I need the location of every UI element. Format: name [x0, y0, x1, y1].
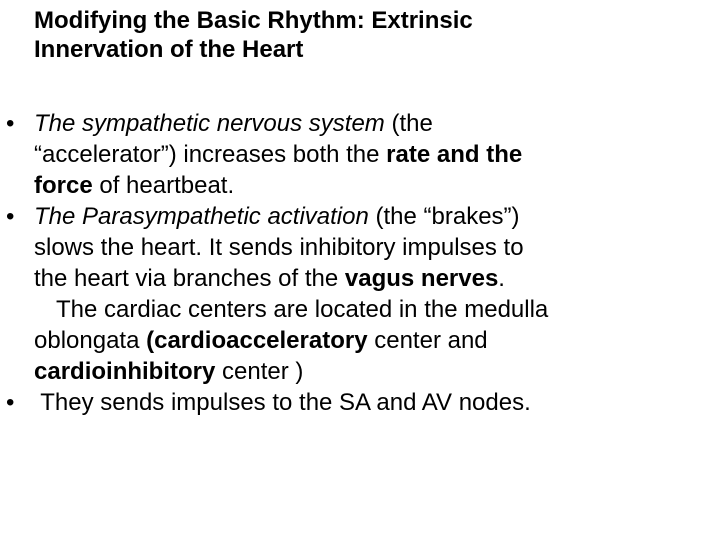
bullet-item-parasympathetic: [0, 201, 684, 387]
bullet-dot-icon: •: [6, 203, 15, 230]
bold-text: force: [34, 172, 93, 199]
bullet-line: [34, 201, 684, 232]
bullet-item-sympathetic: [0, 108, 684, 201]
bullet-item-sa-av-nodes: [0, 387, 684, 418]
text: (the “brakes”): [368, 203, 520, 230]
text: the heart via branches of the: [34, 265, 345, 292]
text: center and: [367, 327, 488, 354]
bullet-dot-icon: •: [6, 389, 15, 416]
text: “accelerator”) increases both the: [34, 141, 387, 168]
bold-text: vagus nerves: [344, 265, 499, 292]
slide-title: [34, 6, 634, 64]
italic-text: The sympathetic nervous system: [34, 110, 385, 137]
bold-text: cardioinhibitory: [34, 358, 216, 385]
bullet-line: [34, 108, 684, 139]
bold-text: (cardioacceleratory: [146, 327, 368, 354]
text: .: [498, 265, 505, 292]
text: oblongata: [34, 327, 147, 354]
bullet-line: slows the heart. It sends inhibitory impulses to: [34, 234, 524, 261]
bullet-line: [34, 263, 684, 294]
bullet-line: [34, 139, 684, 170]
bullet-dot-icon: •: [6, 110, 15, 137]
text: of heartbeat.: [92, 172, 235, 199]
bullet-line: They sends impulses to the SA and AV nodes.: [34, 389, 531, 416]
bullet-list: [0, 108, 710, 418]
bullet-line: [34, 294, 684, 325]
italic-text: The Parasympathetic activation: [34, 203, 369, 230]
bullet-line: [34, 356, 684, 387]
title-line-2: Innervation of the Heart: [34, 36, 304, 63]
bullet-line: [34, 170, 684, 201]
text: center ): [215, 358, 304, 385]
title-line-1: Modifying the Basic Rhythm: Extrinsic: [34, 7, 473, 34]
text: (the: [384, 110, 433, 137]
text: The cardiac centers are located in the medulla: [56, 296, 549, 323]
bullet-line: [34, 325, 684, 356]
bold-text: rate and the: [386, 141, 523, 168]
